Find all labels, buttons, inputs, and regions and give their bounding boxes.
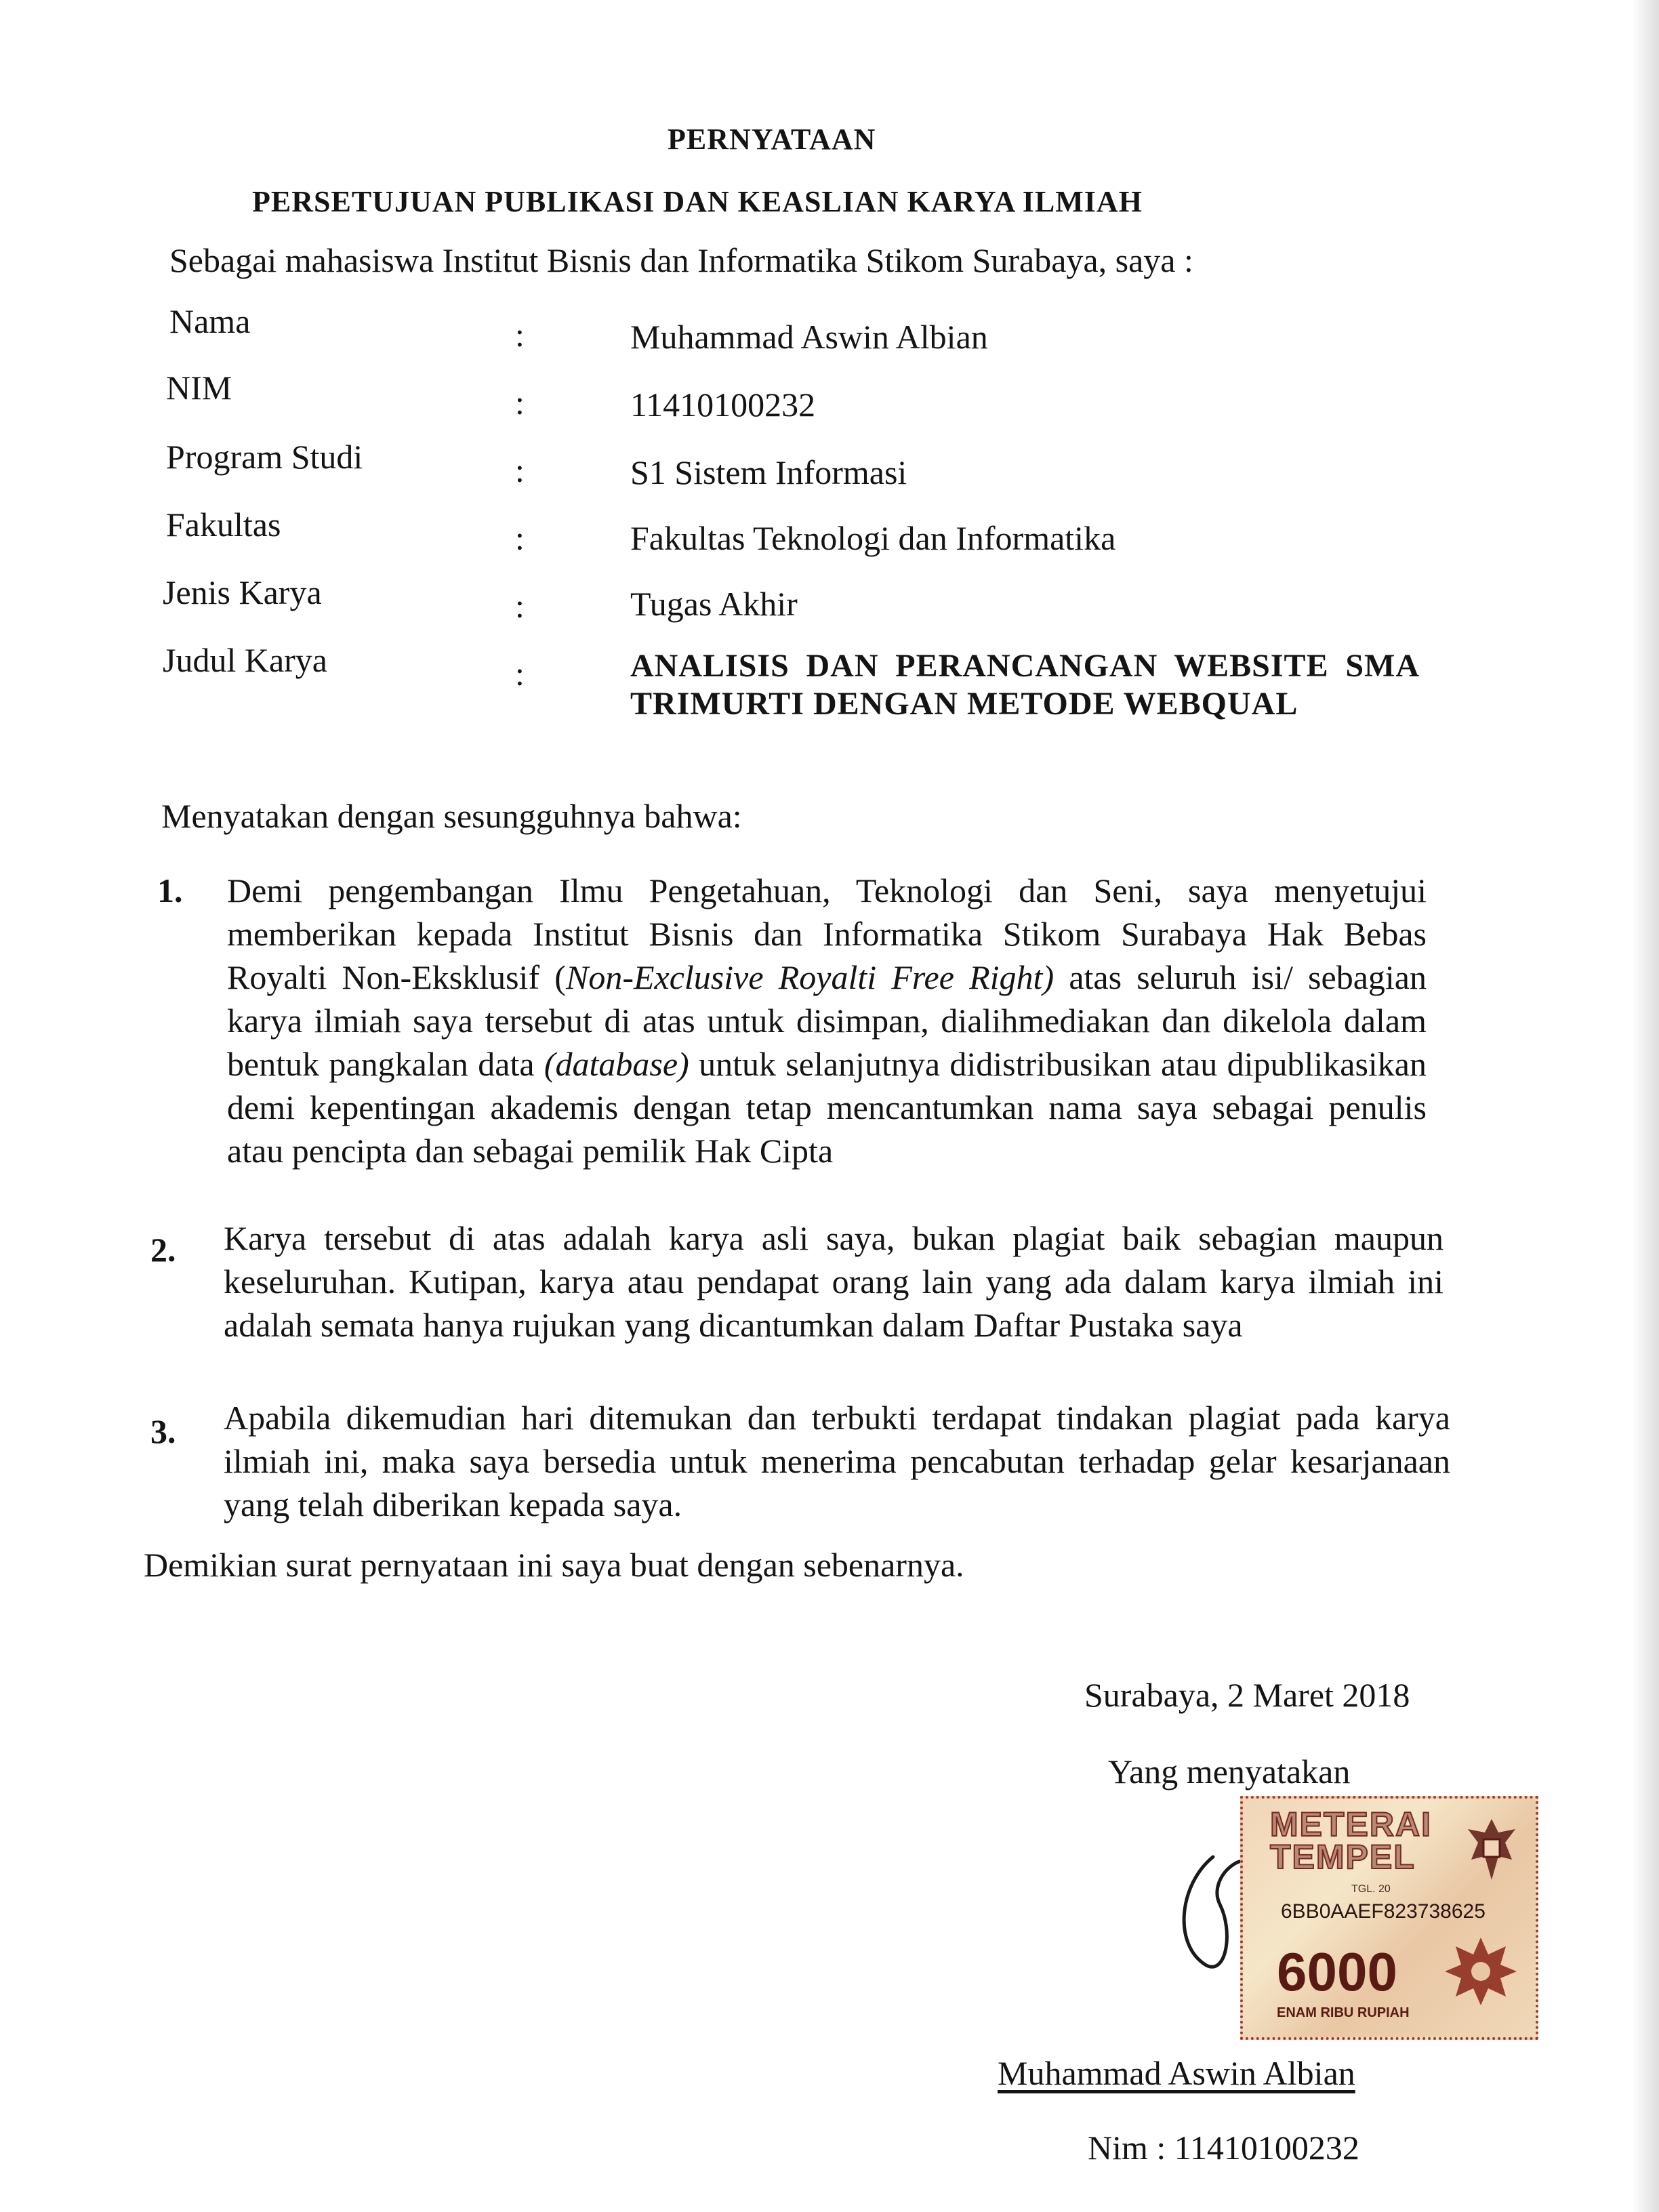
signer-role: Yang menyatakan xyxy=(1108,1753,1351,1790)
field-colon: : xyxy=(515,316,525,354)
place-date: Surabaya, 2 Maret 2018 xyxy=(1084,1676,1410,1714)
revenue-stamp xyxy=(1240,1796,1538,2040)
intro-line: Sebagai mahasiswa Institut Bisnis dan Informatika Stikom Surabaya, saya : xyxy=(169,241,1193,279)
stamp-value-words: ENAM RIBU RUPIAH xyxy=(1277,2005,1410,2020)
item-1-text-part: atas seluruh isi/ sebagian karya ilmiah saya tersebut di atas untuk disimpan, dialihmediakan dan dikelola dalam bentuk pangkalan data xyxy=(227,958,1427,1083)
field-colon: : xyxy=(515,655,525,693)
field-label-fakultas: Fakultas xyxy=(166,506,281,544)
stamp-seal-icon xyxy=(1443,1934,1518,2009)
field-value-program-studi: S1 Sistem Informasi xyxy=(630,453,907,491)
stamp-title-line: METERAI xyxy=(1270,1805,1432,1843)
item-1-text-part: untuk selanjutnya didistribusikan atau dipublikasikan demi kepentingan akademis dengan tetap mencantumkan nama saya sebagai penulis atau pencipta dan sebagai pemilik Hak Cipta xyxy=(227,1045,1427,1170)
statement-item-3: Apabila dikemudian hari ditemukan dan terbukti terdapat tindakan plagiat pada karya ilmiah ini, maka saya bersedia untuk menerima pencabutan terhadap gelar kesarjanaan yang telah diberikan kepada saya. xyxy=(224,1399,1450,1523)
stamp-serial: 6BB0AAEF823738625 xyxy=(1281,1900,1486,1923)
document-title: PERNYATAAN xyxy=(668,123,876,156)
item-1-italic-term: Non-Exclusive Royalti Free Right) xyxy=(565,958,1054,996)
field-label-jenis-karya: Jenis Karya xyxy=(163,573,322,611)
stamp-title xyxy=(1270,1805,1432,1876)
field-value-jenis-karya: Tugas Akhir xyxy=(630,585,798,623)
stamp-value: 6000 xyxy=(1277,1942,1397,2002)
field-colon: : xyxy=(515,587,525,625)
statement-item-2: Karya tersebut di atas adalah karya asli saya, bukan plagiat baik sebagian maupun keseluruhan. Kutipan, karya atau pendapat orang lain yang ada dalam karya ilmiah ini adalah semata hanya rujukan yang dicantumkan dalam Daftar Pustaka saya xyxy=(224,1219,1443,1344)
garuda-emblem-icon xyxy=(1461,1812,1522,1887)
field-colon: : xyxy=(515,451,525,489)
signer-name: Muhammad Aswin Albian xyxy=(998,2054,1355,2092)
stamp-date-label: TGL. 20 xyxy=(1351,1883,1391,1895)
item-1-italic-term: (database) xyxy=(544,1045,689,1083)
field-label-nama: Nama xyxy=(169,302,251,340)
field-label-program-studi: Program Studi xyxy=(166,438,363,476)
field-value-judul-karya: ANALISIS DAN PERANCANGAN WEBSITE SMA TRIMURTI DENGAN METODE WEBQUAL xyxy=(630,648,1420,722)
field-value-fakultas: Fakultas Teknologi dan Informatika xyxy=(630,519,1116,557)
field-colon: : xyxy=(515,384,525,422)
field-value-nama: Muhammad Aswin Albian xyxy=(630,318,988,356)
statement-item-1 xyxy=(227,869,1427,1172)
statement-intro: Menyatakan dengan sesungguhnya bahwa: xyxy=(161,797,742,835)
item-number-3: 3. xyxy=(150,1412,176,1450)
item-1-text-part: Demi pengembangan Ilmu Pengetahuan, Teknologi dan Seni, saya menyetujui memberikan kepada Institut Bisnis dan Informatika Stikom Surabaya Hak Bebas Royalti Non-Eksklusif ( xyxy=(227,872,1427,996)
closing-line: Demikian surat pernyataan ini saya buat dengan sebenarnya. xyxy=(144,1546,964,1584)
field-colon: : xyxy=(515,519,525,557)
field-label-judul-karya: Judul Karya xyxy=(163,641,327,679)
item-number-1: 1. xyxy=(157,872,183,909)
document-subtitle: PERSETUJUAN PUBLIKASI DAN KEASLIAN KARYA ILMIAH xyxy=(252,185,1143,218)
field-label-nim: NIM xyxy=(166,369,232,407)
field-value-nim: 11410100232 xyxy=(630,386,816,424)
signer-nim: Nim : 11410100232 xyxy=(1088,2129,1359,2167)
item-number-2: 2. xyxy=(150,1231,176,1269)
stamp-title-line: TEMPEL xyxy=(1270,1838,1416,1876)
page-edge-shadow xyxy=(1632,0,1659,2212)
